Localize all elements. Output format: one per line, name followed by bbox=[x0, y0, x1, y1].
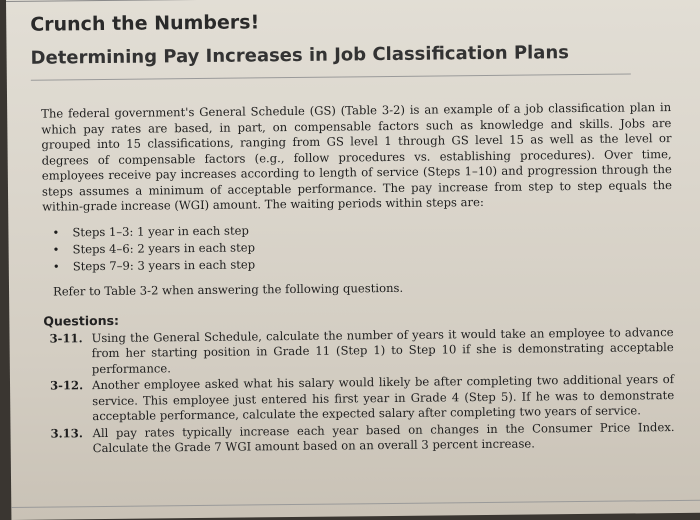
list-item-text: Steps 7–9: 3 years in each step bbox=[72, 256, 256, 273]
question-text: All pay rates typically increase each year based on changes in the Consumer Price Index. Calculate the Grade 7 WGI amount based on an overall 3 percent increase. bbox=[92, 419, 675, 456]
question-item bbox=[44, 420, 674, 458]
refer-note: Refer to Table 3-2 when answering the following questions. bbox=[52, 280, 404, 299]
textbook-page bbox=[6, 0, 700, 520]
bullet-icon: • bbox=[52, 258, 60, 274]
question-text: Another employee asked what his salary would likely be after completing two additional years of service. This employee just entered his first year in Grade 4 (Step 5). If he was to demonstrate acceptable performance, calculate the expected salary after completing two years of service. bbox=[91, 372, 675, 424]
top-divider bbox=[6, 0, 700, 2]
question-number: 3-11. bbox=[49, 330, 83, 346]
question-number: 3-12. bbox=[49, 378, 84, 393]
list-item-text: Steps 4–6: 2 years in each step bbox=[72, 239, 256, 256]
body-text bbox=[31, 100, 687, 457]
waiting-periods-list bbox=[42, 218, 672, 276]
questions-heading: Questions: bbox=[43, 312, 120, 329]
bullet-icon: • bbox=[52, 241, 60, 257]
section-subtitle: Determining Pay Increases in Job Classification Plans bbox=[30, 42, 570, 69]
question-text: Using the General Schedule, calculate the number of years it would take an employee to advance from her starting position in Grade 11 (Step 1) to Step 10 if she is demonstrating acceptable performance. bbox=[91, 324, 674, 376]
section-title: Crunch the Numbers! bbox=[30, 11, 260, 36]
question-item bbox=[44, 372, 674, 425]
question-item bbox=[43, 325, 673, 378]
bottom-divider bbox=[11, 500, 700, 508]
heading-divider bbox=[31, 73, 631, 80]
question-number: 3.13. bbox=[50, 425, 83, 441]
bullet-icon: • bbox=[52, 224, 60, 240]
list-item-text: Steps 1–3: 1 year in each step bbox=[72, 222, 249, 239]
intro-paragraph: The federal government's General Schedule (GS) (Table 3-2) is an example of a job classification plan in which pay rates are based, in part, on compensable factors such as knowledge and skills. Jobs are grouped into 15 classifications, ranging from GS level 1 through GS level 15 as well as the level or degrees of compensable factors (e.g., follow procedures vs. establishing procedures). Over time, employees receive pay increases according to length of service (Steps 1–10) and progression through the steps assumes a minimum of acceptable performance. The pay increase from step to step equals the within-grade increase (WGI) amount. The waiting periods within steps are: bbox=[41, 100, 673, 214]
